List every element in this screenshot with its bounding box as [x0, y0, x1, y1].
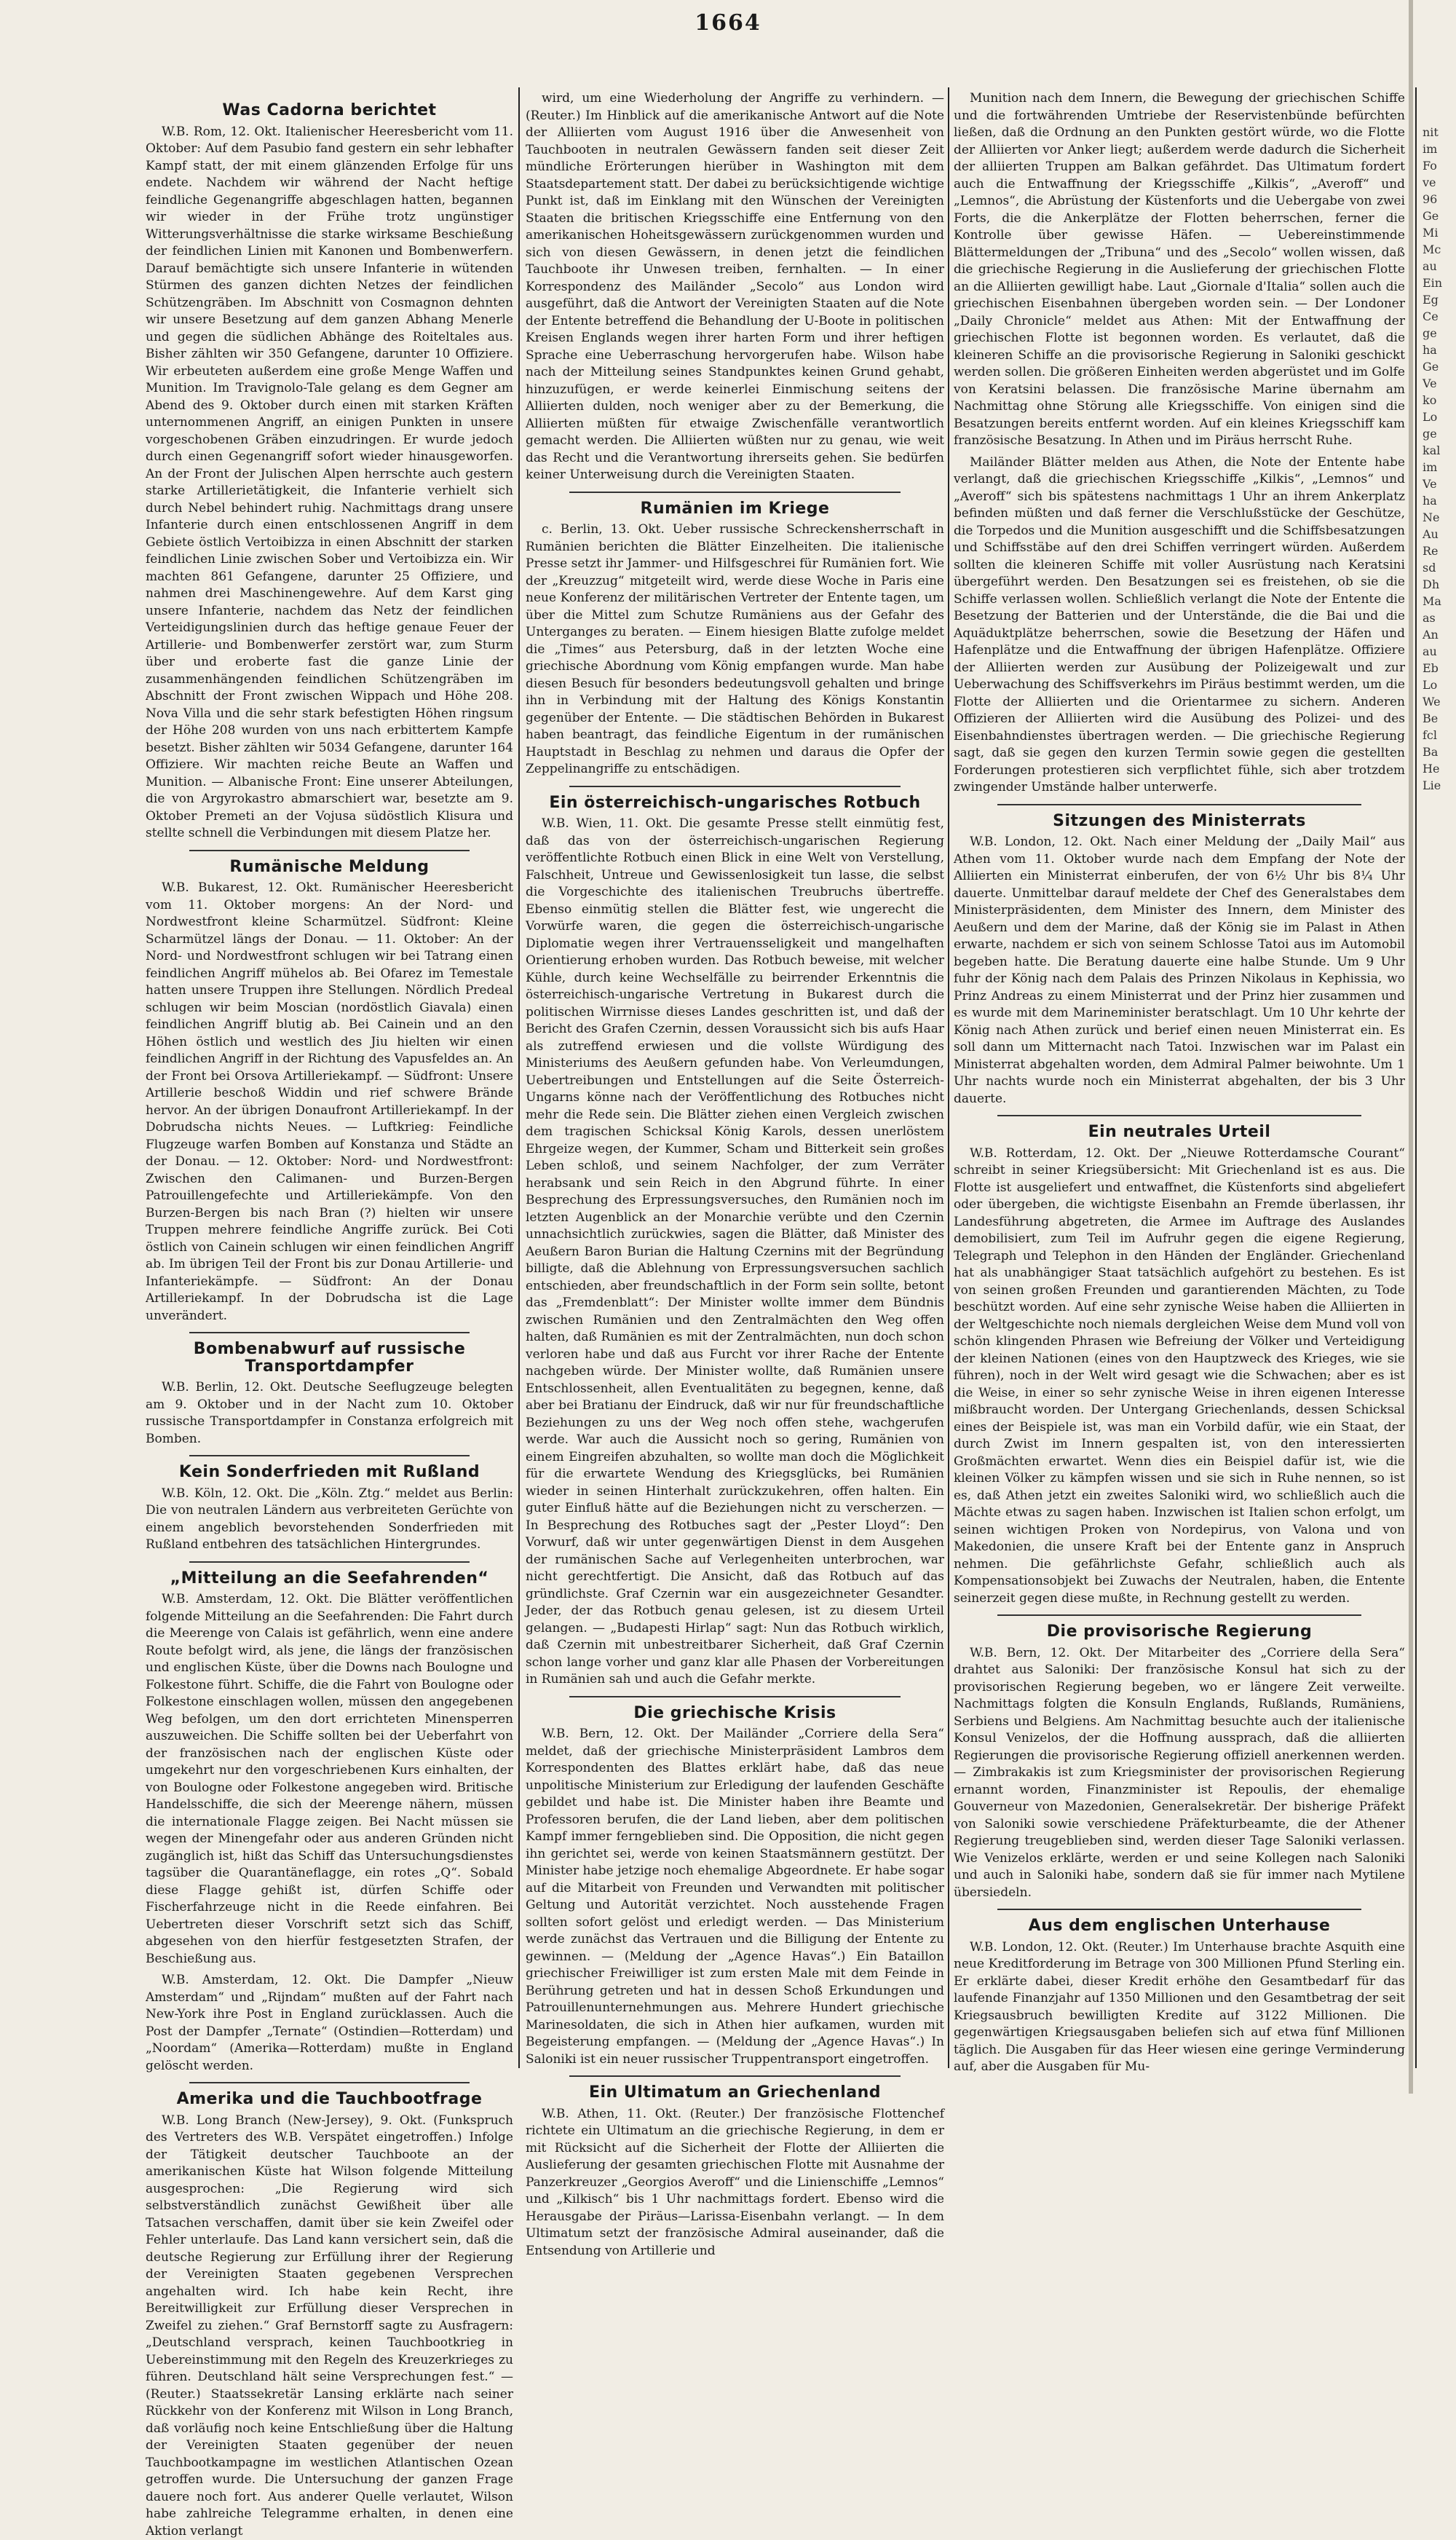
article-separator	[189, 1332, 470, 1333]
margin-fragment: He	[1423, 760, 1456, 777]
article-headline: Was Cadorna berichtet	[146, 102, 513, 119]
article	[954, 1124, 1405, 1607]
article-paragraph: W.B. Rotterdam, 12. Okt. Der „Nieuwe Rotterdamsche Courant“ schreibt in seiner Kriegsübersicht: Mit Griechenland ist es aus. Die Flotte ist ausgeliefert und entwaffnet, die Küstenforts sind abgeliefert oder übergeben, die wichtigste Eisenbahn an Fremde überlassen, ihr Landesführung abgetreten, die Armee im Auftrage des Auslandes demobilisiert, zum Teil im Aufruhr gegen die eigene Regierung, Telegraph und Telephon in den Händen der Engländer. Griechenland hat als unabhängiger Staat tatsächlich aufgehört zu bestehen. Es ist von seinen großen Freunden und garantierenden Mächten, zu Tode beschützt worden. Auf eine sehr zynische Weise haben die Alliierten in der Weltgeschichte noch niemals dergleichen Weise dem Mund voll von schön klingenden Phrasen wie Befreiung der Völker und Verteidigung der kleinen Nationen (eines von den Hauptzweck des Krieges, wie sie führen), noch in der Welt wird gesagt wie die Schwachen; aber es ist die Weise, in einer so sehr zynische Weise in ihren eigenen Interesse mißbraucht worden. Der Untergang Griechenlands, dessen Schicksal eines der Beispiele ist, was man ein Vorbild dafür, wie ein Staat, der durch Zwist im Innern gespalten ist, von den interessierten Großmächten erwartet. Wenn dies ein Beispiel dafür ist, wie die kleinen Völker zu kämpfen wissen und sie sich in Ruhe nennen, so ist es, daß Athen jetzt ein zweites Saloniki wird, wo schließlich auch die Mächte etwas zu sagen haben. Inzwischen ist Italien schon erfolgt, um seinen wichtigen Proken von Nordepirus, von Valona und von Makedonien, die unsere Kraft bei der Entente ganz in Anspruch nehmen. Die gefährlichste Gefahr, schließlich auch als Kompensationsobjekt bei Zuwachs der Neutralen, haben, die Entente seinerzeit gegen diese mußte, in Rechnung gestellt zu werden.	[954, 1145, 1405, 1608]
margin-fragment: Lie	[1423, 777, 1456, 794]
article-paragraph: W.B. Wien, 11. Okt. Die gesamte Presse stellt einmütig fest, daß das von der österreichisch-ungarischen Regierung veröffentlichte Rotbuch einen Blick in eine Welt von Verstellung, Falschheit, Untreue und Gewissenlosigkeit tun lasse, die selbst die Vorgeschichte des italienischen Treubruchs übertreffe. Ebenso einmütig stellen die Blätter fest, wie ungerecht die Vorwürfe waren, die gegen die österreichisch-ungarische Diplomatie wegen ihrer Vertrauensseligkeit und mangelhaften Orientierung erhoben wurden. Das Rotbuch beweise, mit welcher Kühle, durch keine Wechselfälle zu beirrender Erkenntnis die österreichisch-ungarische Vertretung in Bukarest durch die politischen Wirrnisse dieses Landes geschritten ist, und daß der Bericht des Grafen Czernin, dessen Voraussicht sich bis aufs Haar als zutreffend erwiesen und die vollste Würdigung des Ministeriums des Aeußern gefunden habe. Von Verleumdungen, Uebertreibungen und Entstellungen auf die Seite Österreich-Ungarns könne nach der Veröffentlichung des Rotbuches nicht mehr die Rede sein. Die Blätter ziehen einen Vergleich zwischen dem tragischen Schicksal König Karols, dessen unerlöstem Ehrgeize wegen, der Kummer, Scham und Bitterkeit sein großes Leben schloß, und seinem Nachfolger, der zum Verräter herabsank und sein Reich in den Abgrund führte. In einer Besprechung des Erpressungsversuches, den Rumänien noch im letzten Augenblick an der Monarchie verübte und den Czernin unnachsichtlich zurückwies, sagen die Blätter, daß Minister des Aeußern Baron Burian die Haltung Czernins mit der Begründung billigte, daß die Ablehnung von Erpressungsversuchen sachlich entschieden, aber freundschaftlich in der Form sein sollte, betont das „Fremdenblatt“: Der Minister wollte immer dem Bündnis zwischen Rumänien und den Zentralmächten den Weg offen halten, daß Rumänien es mit der Zentralmächten, nun doch schon verloren habe und daß aus Furcht vor ihrer Rache der Entente nachgeben würde. Der Minister wollte, daß Rumänien unsere Entschlossenheit, allen Eventualitäten zu begegnen, kenne, daß aber bei Bratianu der Eindruck, daß wir nur für freundschaftliche Beziehungen zu uns der Weg noch offen stehe, wachgerufen werde. War auch die Aussicht noch so gering, Rumänien von einem Eingreifen abzuhalten, so wollte man doch die Möglichkeit für die erwartete Wendung des Kriegsglücks, bei Rumänien wieder in seinen Hinterhalt zurückzukehren, offen halten. Ein guter Einfluß hätte auf die Beziehungen nicht zu verscherzen. — In Besprechung des Rotbuches sagt der „Pester Lloyd“: Den Vorwurf, daß wir unter gegenwärtigen Dienst in dem Ausgehen der rumänischen Sache auf Verlegenheiten unterbrochen, war nicht gerechtfertigt. Die Ansicht, daß das Rotbuch auf das gründlichste. Graf Czernin war ein ausgezeichneter Gesandter. Jeder, der das Rotbuch genau gelesen, ist zu diesem Urteil gelangen. — „Budapesti Hirlap“ sagt: Nun das Rotbuch wirklich, daß Czernin mit unbestreitbarer Sicherheit, daß Graf Czernin schon lange vorher und ganz klar alle Phasen der Vorbereitungen in Rumänien sah und auch die Gefahr merkte.	[526, 816, 944, 1689]
margin-fragment: We	[1423, 693, 1456, 710]
margin-fragment: Mc	[1423, 241, 1456, 258]
article-headline: Rumänien im Kriege	[526, 500, 944, 518]
article-separator	[189, 850, 470, 851]
article-separator	[997, 804, 1361, 805]
article-headline: Rumänische Meldung	[146, 859, 513, 876]
margin-fragment: Ma	[1423, 593, 1456, 610]
article	[526, 794, 944, 1689]
article-headline: Aus dem englischen Unterhause	[954, 1917, 1405, 1935]
article-separator	[569, 492, 901, 493]
article	[954, 90, 1405, 797]
margin-fragment: Eg	[1423, 291, 1456, 308]
article	[526, 2084, 944, 2260]
margin-fragment: ge	[1423, 325, 1456, 342]
article-separator	[189, 1455, 470, 1456]
article-headline: Sitzungen des Ministerrats	[954, 813, 1405, 830]
article	[526, 1705, 944, 2069]
margin-fragment: Be	[1423, 710, 1456, 727]
article-headline: Ein neutrales Urteil	[954, 1124, 1405, 1141]
article-separator	[997, 1614, 1361, 1616]
margin-fragment: Ne	[1423, 509, 1456, 526]
article-paragraph: W.B. Rom, 12. Okt. Italienischer Heeresbericht vom 11. Oktober: Auf dem Pasubio fand gestern ein sehr lebhafter Kampf statt, der mit einem glänzenden Erfolge für uns endete. Nachdem wir während der Nacht heftige feindliche Gegenangriffe abgeschlagen hatten, begannen wir wieder in der Frühe trotz ungünstiger Witterungsverhältnisse die starke wirksame Beschießung der feindlichen Linien mit Kanonen und Bombenwerfern. Darauf bemächtigte sich unsere Infanterie in wütenden Stürmen des ganzen dichten Netzes der feindlichen Schützengräben. Im Abschnitt von Cosmagnon dehnten wir unsere Besetzung auf dem ganzen Abhang Menerle und gegen die südlichen Abhänge des Roiteltales aus. Bisher zählten wir 350 Gefangene, darunter 10 Offiziere. Wir erbeuteten außerdem eine große Menge Waffen und Munition. Im Travignolo-Tale gelang es dem Gegner am Abend des 9. Oktober durch einen mit starken Kräften unternommenen Angriff, an einigen Punkten in unsere vorgeschobenen Gräben einzudringen. Er wurde jedoch durch einen Gegenangriff sofort wieder hinausgeworfen. An der Front der Julischen Alpen herrschte auch gestern starke Artillerietätigkeit, die Infanterie verhielt sich durch Nebel behindert ruhig. Nachmittags drang unsere Infanterie durch einen entschlossenen Angriff in dem Gebiete östlich Vertoibizza in einen Abschnitt der starken feindlichen Linie zwischen Sober und Vertoibizza ein. Wir machten 861 Gefangene, darunter 25 Offiziere, und nahmen drei Maschinengewehre. Auf dem Karst ging unsere Infanterie, nachdem das Netz der feindlichen Verteidigungslinien durch das heftige genaue Feuer der Artillerie- und Bombenwerfer zerstört war, zum Sturm über und eroberte fast die ganze Linie der zusammenhängenden feindlichen Schützengräben im Abschnitt der Front zwischen Wippach und Höhe 208. Nova Villa und die sehr stark befestigten Höhen ringsum der Höhe 208 wurden von uns nach erbittertem Kampfe besetzt. Bisher zählten wir 5034 Gefangene, darunter 164 Offiziere. Wir machten reiche Beute an Waffen und Munition. — Albanische Front: Eine unserer Abteilungen, die von Argyrokastro abmarschiert war, besetzte am 9. Oktober Premeti an der Vojusa südöstlich Klisura und stellte schnell die Verbindungen mit diesem Platze her.	[146, 124, 513, 843]
margin-fragment: au	[1423, 258, 1456, 275]
article-separator	[189, 2082, 470, 2083]
margin-fragment: Ve	[1423, 476, 1456, 492]
column-1	[146, 95, 513, 2061]
margin-fragment: Ge	[1423, 358, 1456, 375]
article	[146, 2091, 513, 2540]
margin-fragment: ha	[1423, 492, 1456, 509]
margin-fragment: sd	[1423, 559, 1456, 576]
margin-fragment: fcl	[1423, 727, 1456, 744]
article-paragraph: Mailänder Blätter melden aus Athen, die Note der Entente habe verlangt, daß die griechischen Kriegsschiffe „Kilkis“, „Lemnos“ und „Averoff“ sich bis spätestens nachmittags 1 Uhr an ihrem Ankerplatz befinden müßten und daß ferner die Verschlußstücke der Geschütze, die Torpedos und die Munition ausgeschifft und die Schiffsbesatzungen und Schiffsstäbe auf den drei Schiffen verringert würden. Außerdem sollten die kleineren Schiffe mit voller Ausrüstung nach Keratsini übergeführt werden. Den Besatzungen sei es freistehen, ob sie die Schiffe verlassen wollen. Schließlich verlangt die Note der Entente die Besetzung der Batterien und der Unterstände, die die Bai und die Aquäduktplätze beherrschen, sowie die Besetzung der Häfen und Hafenplätze und die Entwaffnung der übrigen Hafenplätze. Offiziere der Alliierten werden zur Ausübung der Polizeigewalt und zur Ueberwachung des Schiffsverkehrs im Piräus bestimmt werden, um die Flotte der Alliierten und die Orientarmee zu sichern. Anderen Offizieren der Alliierten wird die Ausübung des Polizei- und des Eisenbahndienstes übertragen werden. — Die griechische Regierung sagt, daß sie gegen den kurzen Termin sowie gegen die gestellten Forderungen protestieren sich verpflichtet fühle, sich aber trotzdem zwingender Umstände halber unterwerfe.	[954, 454, 1405, 797]
article	[146, 1341, 513, 1448]
article-paragraph: W.B. Long Branch (New-Jersey), 9. Okt. (Funkspruch des Vertreters des W.B. Verspätet eingetroffen.) Infolge der Tätigkeit deutscher Tauchboote an der amerikanischen Küste hat Wilson folgende Mitteilung ausgesprochen: „Die Regierung wird sich selbstverständlich zunächst Gewißheit über alle Tatsachen verschaffen, damit über sie kein Zweifel oder Fehler unterlaufe. Das Land kann versichert sein, daß die deutsche Regierung zur Erfüllung ihrer der Regierung der Vereinigten Staaten gegebenen Versprechen angehalten wird. Ich habe kein Recht, ihre Bereitwilligkeit zur Erfüllung dieser Versprechen in Zweifel zu ziehen.“ Graf Bernstorff sagte zu Ausfragern: „Deutschland versprach, keinen Tauchbootkrieg in Uebereinstimmung mit den Regeln des Kreuzerkrieges zu führen. Deutschland hält seine Versprechungen fest.“ — (Reuter.) Staatssekretär Lansing erklärte nach seiner Rückkehr von der Konferenz mit Wilson in Long Branch, daß vorläufig noch keine Entschließung über die Haltung der Vereinigten Staaten gegenüber der neuen Tauchbootkampagne im westlichen Atlantischen Ozean getroffen wurde. Die Untersuchung der ganzen Frage dauere noch fort. Aus anderer Quelle verlautet, Wilson habe zahlreiche Telegramme erhalten, in denen eine Aktion verlangt	[146, 2113, 513, 2540]
article-paragraph: W.B. Köln, 12. Okt. Die „Köln. Ztg.“ meldet aus Berlin: Die von neutralen Ländern aus verbreiteten Gerüchte von einem angeblich bevorstehenden Sonderfrieden mit Rußland entbehren des tatsächlichen Hintergrundes.	[146, 1486, 513, 1554]
margin-fragment: Lo	[1423, 677, 1456, 693]
article-headline: Die griechische Krisis	[526, 1705, 944, 1722]
article	[146, 1464, 513, 1554]
article-paragraph: W.B. London, 12. Okt. (Reuter.) Im Unterhause brachte Asquith eine neue Kreditforderung im Betrage von 300 Millionen Pfund Sterling ein. Er erklärte dabei, dieser Kredit erhöhe den Gesamtbedarf für das laufende Finanzjahr auf 1350 Millionen und den Gesamtbetrag der seit Kriegsausbruch bewilligten Kredite auf 3122 Millionen. Die gegenwärtigen Kriegsausgaben beliefen sich auf etwa fünf Millionen täglich. Die Ausgaben für das Heer wiesen eine geringe Verminderung auf, aber die Ausgaben für Mu-	[954, 1939, 1405, 2076]
margin-fragment: ge	[1423, 425, 1456, 442]
article-paragraph: W.B. Bukarest, 12. Okt. Rumänischer Heeresbericht vom 11. Oktober morgens: An der Nord- und Nordwestfront kleine Scharmützel. Südfront: Kleine Scharmützel längs der Donau. — 11. Oktober: An der Nord- und Nordwestfront schlugen wir bei Tatrang einen feindlichen Angriff mühelos ab. Bei Ofarez im Temestale hatten unsere Truppen ihre Stellungen. Nördlich Predeal schlugen wir beim Moscian (nordöstlich Giavala) einen feindlichen Angriff blutig ab. Bei Cainein und an den Höhen östlich und westlich des Jiu hielten wir einen feindlichen Angriff in der Richtung des Vapusfeldes an. An der Front bei Orsova Artilleriekampf. — Südfront: Unsere Artillerie beschoß Widdin und rief schwere Brände hervor. An der übrigen Donaufront Artilleriekampf. In der Dobrudscha nichts Neues. — Luftkrieg: Feindliche Flugzeuge warfen Bomben auf Konstanza und Städte an der Donau. — 12. Oktober: Nord- und Nordwestfront: Zwischen den Calimanen- und Burzen-Bergen Patrouillengefechte und Artilleriekämpfe. Von den Burzen-Bergen bis nach Bran (?) hielten wir unsere Truppen mehrere feindliche Angriffe zurück. Bei Coti östlich von Cainein schlugen wir einen feindlichen Angriff ab. Im übrigen Teil der Front bis zur Donau Artillerie- und Infanteriekämpfe. — Südfront: An der Donau Artilleriekampf. In der Dobrudscha ist die Lage unverändert.	[146, 880, 513, 1325]
margin-fragment: nit	[1423, 124, 1456, 141]
margin-fragment: Dh	[1423, 576, 1456, 593]
article	[146, 859, 513, 1325]
margin-fragment: Au	[1423, 526, 1456, 543]
margin-fragment: Ba	[1423, 744, 1456, 760]
page-number: 1664	[684, 10, 772, 36]
article-paragraph: W.B. Berlin, 12. Okt. Deutsche Seeflugzeuge belegten am 9. Oktober und in der Nacht zum 10. Oktober russische Transportdampfer in Constanza erfolgreich mit Bomben.	[146, 1379, 513, 1448]
article-separator	[997, 1115, 1361, 1116]
column-rule	[1415, 87, 1417, 2068]
article	[954, 1917, 1405, 2076]
article-paragraph: W.B. Amsterdam, 12. Okt. Die Dampfer „Nieuw Amsterdam“ und „Rijndam“ mußten auf der Fahrt nach New-York ihre Post in England zurücklassen. Auch die Post der Dampfer „Ternate“ (Ostindien—Rotterdam) und „Noordam“ (Amerika—Rotterdam) mußte in England gelöscht werden.	[146, 1972, 513, 2075]
margin-fragment: Lo	[1423, 409, 1456, 425]
article	[526, 90, 944, 484]
article-paragraph: W.B. Bern, 12. Okt. Der Mailänder „Corriere della Sera“ meldet, daß der griechische Ministerpräsident Lambros dem Korrespondenten des Blattes erklärt habe, daß das neue unpolitische Ministerium zur Erledigung der laufenden Geschäfte gebildet und habe ist. Die Minister haben ihre Beamte und Professoren berufen, die der Land lieben, aber dem politischen Kampf immer ferngeblieben sind. Die Opposition, die nicht gegen ihn gerichtet sei, werde von keinen Staatsmännern gestützt. Der Minister habe jetzige noch ehemalige Abgeordnete. Er habe sogar auf die Mitarbeit von Freunden und Verwandten mit politischer Geltung und Autorität verzichtet. Noch ausstehende Fragen sollten sofort gelöst und erledigt werden. — Das Ministerium werde zunächst das Vertrauen und die Billigung der Entente zu gewinnen. — (Meldung der „Agence Havas“.) Ein Bataillon griechischer Freiwilliger ist zum ersten Male mit dem Feinde in Berührung getreten und hat in dessen Schoß Erkundungen und Patrouillenunternehmungen aus. Mehrere Hundert griechische Marinesoldaten, die sich in Athen hier aufkamen, wurden mit Begeisterung empfangen. — (Meldung der „Agence Havas“.) In Saloniki ist ein neuer russischer Truppentransport eingetroffen.	[526, 1726, 944, 2068]
margin-fragment: kal	[1423, 442, 1456, 459]
margin-fragment: An	[1423, 626, 1456, 643]
article-headline: Amerika und die Tauchbootfrage	[146, 2091, 513, 2108]
article	[954, 1623, 1405, 1901]
article-paragraph: c. Berlin, 13. Okt. Ueber russische Schreckensherrschaft in Rumänien berichten die Blätter Einzelheiten. Die italienische Presse setzt ihr Jammer- und Hilfsgeschrei für Rumänien fort. Wie der „Kreuzzug“ mitgeteilt wird, werde diese Woche in Paris eine neue Konferenz der militärischen Vertreter der Entente tagen, um über die Mittel zum Schutze Rumäniens aus der Gefahr des Unterganges zu beraten. — Einem hiesigen Blatte zufolge meldet die „Times“ aus Petersburg, daß in der letzten Woche eine griechische Abordnung vom König empfangen wurde. Man habe diesen Besuch für besonders bedeutungsvoll gehalten und bringe ihn in Verbindung mit der Haltung des Königs Konstantin gegenüber der Entente. — Die städtischen Behörden in Bukarest haben beantragt, das feindliche Eigentum in der rumänischen Hauptstadt in Beschlag zu nehmen und daraus die Opfer der Zeppelinangriffe zu entschädigen.	[526, 521, 944, 778]
article	[146, 102, 513, 843]
margin-fragment: Mi	[1423, 224, 1456, 241]
article-headline: „Mitteilung an die Seefahrenden“	[146, 1570, 513, 1588]
article-separator	[189, 1561, 470, 1563]
column-rule	[518, 87, 520, 2068]
margin-fragment: Eb	[1423, 660, 1456, 677]
article	[146, 1570, 513, 2075]
margin-fragment: im	[1423, 141, 1456, 157]
margin-fragment: au	[1423, 643, 1456, 660]
margin-fragment: Ce	[1423, 308, 1456, 325]
article-headline: Ein Ultimatum an Griechenland	[526, 2084, 944, 2102]
article-paragraph: Munition nach dem Innern, die Bewegung der griechischen Schiffe und die fortwährenden Umtriebe der Reservistenbünde befürchten ließen, daß die Ordnung an den Punkten gestört würde, wo die Flotte der Alliierten vor Anker liegt; außerdem werde dadurch die Sicherheit der alliierten Truppen am Balkan gefährdet. Das Ultimatum fordert auch die Entwaffnung der Kriegsschiffe „Kilkis“, „Averoff“ und „Lemnos“, die Abrüstung der Küstenforts und die Uebergabe von zwei Forts, die die Ankerplätze der Flotten beherrschen, ferner die Kontrolle über gewisse Häfen. — Uebereinstimmende Blättermeldungen der „Tribuna“ und des „Secolo“ wollen wissen, daß die griechische Regierung in die Auslieferung der griechischen Flotte an die Alliierten gewilligt habe. Laut „Giornale d'Italia“ sollen auch die griechischen Eisenbahnen übergeben worden sein. — Der Londoner „Daily Chronicle“ meldet aus Athen: Mit der Entwaffnung der griechischen Flotte ist begonnen worden. Es verlautet, daß die kleineren Schiffe an die provisorische Regierung in Saloniki geschickt werden sollen. Die größeren Einheiten werden abgerüstet und im Golfe von Keratsini belassen. Die französische Marine übernahm am Nachmittag ohne Störung alle Kriegsschiffe. Von einigen sind die Besatzungen bereits entfernt worden. Auf ein kleines Kriegsschiff kam französische Besatzung. In Athen und im Piräus herrscht Ruhe.	[954, 90, 1405, 450]
margin-fragment: ha	[1423, 342, 1456, 358]
margin-fragment: ko	[1423, 392, 1456, 409]
margin-fragment: Ge	[1423, 208, 1456, 224]
article	[526, 500, 944, 778]
article-separator	[569, 2075, 901, 2077]
article-separator	[997, 1909, 1361, 1910]
column-rule	[948, 87, 949, 2068]
margin-fragment: im	[1423, 459, 1456, 476]
margin-fragment: Fo	[1423, 157, 1456, 174]
margin-fragment: ve	[1423, 174, 1456, 191]
adjacent-page-margin	[1423, 124, 1456, 2090]
margin-fragment: Ve	[1423, 375, 1456, 392]
margin-fragment: 96	[1423, 191, 1456, 208]
page-fold	[1409, 0, 1413, 2094]
margin-fragment: Ein	[1423, 275, 1456, 291]
article-headline: Die provisorische Regierung	[954, 1623, 1405, 1641]
column-3	[954, 90, 1405, 2056]
margin-fragment: as	[1423, 610, 1456, 626]
article-paragraph: W.B. Athen, 11. Okt. (Reuter.) Der französische Flottenchef richtete ein Ultimatum an die griechische Regierung, in dem er mit Rücksicht auf die Sicherheit der Flotte der Alliierten die Auslieferung der gesamten griechischen Flotte mit Ausnahme der Panzerkreuzer „Georgios Averoff“ und die Linienschiffe „Lemnos“ und „Kilkisch“ bis 1 Uhr nachmittags fordert. Ebenso wird die Herausgabe der Piräus—Larissa-Eisenbahn verlangt. — In dem Ultimatum setzt der französische Admiral auseinander, daß die Entsendung von Artillerie und	[526, 2106, 944, 2260]
article-headline: Bombenabwurf auf russische Transportdampfer	[146, 1341, 513, 1375]
article-paragraph: W.B. Bern, 12. Okt. Der Mitarbeiter des „Corriere della Sera“ drahtet aus Saloniki: Der französische Konsul hat sich zu der provisorischen Regierung begeben, wo er längere Zeit verweilte. Nachmittags folgten die Konsuln Englands, Rußlands, Rumäniens, Serbiens und Belgiens. Am Nachmittag besuchte auch der italienische Konsul Venizelos, der die Hoffnung aussprach, daß die alliierten Regierungen die provisorische Regierung offiziell anerkennen werden. — Zimbrakakis ist zum Kriegsminister der provisorischen Regierung ernannt worden, Finanzminister ist Repoulis, der ehemalige Gouverneur von Mazedonien, Generalsekretär. Der bisherige Präfekt von Saloniki sowie verschiedene Präfekturbeamte, die der Athener Regierung treugeblieben sind, werden dieser Tage Saloniki verlassen. Wie Venizelos erklärte, werden er und seine Kollegen nach Saloniki und auch in Saloniki habe, sondern daß sie für immer nach Mytilene übersiedeln.	[954, 1645, 1405, 1902]
article-separator	[569, 786, 901, 787]
article	[954, 813, 1405, 1108]
column-2	[526, 90, 944, 2056]
article-paragraph: wird, um eine Wiederholung der Angriffe zu verhindern. — (Reuter.) Im Hinblick auf die amerikanische Antwort auf die Note der Alliierten vom August 1916 über die Anwesenheit von Tauchbooten in neutralen Gewässern fanden seit dieser Zeit mündliche Erörterungen hierüber in Washington mit dem Staatsdepartement statt. Der dabei zu berücksichtigende wichtige Punkt ist, daß im Einklang mit den Wünschen der Vereinigten Staaten die britischen Kriegsschiffe eine Entfernung von den amerikanischen Hoheitsgewässern zurückgenommen wurden und sich von diesen Gewässern, in denen jetzt die feindlichen Tauchboote ihr Unwesen treiben, fernhalten. — In einer Korrespondenz des Mailänder „Secolo“ aus London wird ausgeführt, daß die Antwort der Vereinigten Staaten auf die Note der Entente betreffend die Behandlung der U-Boote in politischen Kreisen Englands wegen ihrer harten Form und ihrer heftigen Sprache eine Ueberraschung hervorgerufen habe. Wilson habe nach der Mitteilung seines Standpunktes keinen Grund gehabt, hinzuzufügen, er werde keinerlei Einmischung seitens der Alliierten dulden, noch weniger aber zu der Bemerkung, die Alliierten müßten für etwaige Zwischenfälle verantwortlich gemacht werden. Die Alliierten wüßten nur zu genau, wie weit das Recht und die Verantwortung ihrerseits gehen. Sie bedürfen keiner Unterweisung durch die Vereinigten Staaten.	[526, 90, 944, 484]
article-headline: Ein österreichisch-ungarisches Rotbuch	[526, 794, 944, 812]
margin-fragment: Re	[1423, 543, 1456, 559]
article-paragraph: W.B. Amsterdam, 12. Okt. Die Blätter veröffentlichen folgende Mitteilung an die Seefahrenden: Die Fahrt durch die Meerenge von Calais ist gefährlich, wenn eine andere Route befolgt wird, als jene, die längs der französischen und englischen Küste, über die Downs nach Boulogne und Folkestone führt. Schiffe, die die Fahrt von Boulogne oder Folkestone einschlagen wollen, müssen den angegebenen Weg befolgen, um den dort errichteten Minensperren auszuweichen. Die Schiffe sollten bei der Ueberfahrt von der französischen nach der englischen Küste oder umgekehrt nur den vorgeschriebenen Kurs einhalten, der von Boulogne oder Folkestone angegeben wird. Britische Handelsschiffe, die sich der Meerenge nähern, müssen die internationale Flagge zeigen. Bei Nacht müssen sie wegen der Minengefahr oder aus anderen Gründen nicht zugänglich ist, hißt das Schiff das Untersuchungsdienstes tagsüber die Quarantäneflagge, ein rotes „Q“. Sobald diese Flagge gehißt ist, dürfen Schiffe oder Fischerfahrzeuge nicht in die Reede einfahren. Bei Uebertreten dieser Vorschrift setzt sich das Schiff, abgesehen von den hierfür festgesetzten Strafen, der Beschießung aus.	[146, 1591, 513, 1968]
article-separator	[569, 1696, 901, 1697]
article-headline: Kein Sonderfrieden mit Rußland	[146, 1464, 513, 1481]
article-paragraph: W.B. London, 12. Okt. Nach einer Meldung der „Daily Mail“ aus Athen vom 11. Oktober wurde nach dem Empfang der Note der Alliierten ein Ministerrat einberufen, der von 6½ Uhr bis 8¼ Uhr dauerte. Unmittelbar darauf meldete der Chef des Generalstabes dem Ministerpräsidenten, dem Minister des Innern, dem Minister des Aeußern und dem der Marine, daß der König sie im Palast in Athen erwarte, nachdem er sich von seinem Schlosse Tatoi aus im Automobil begeben hatte. Die Beratung dauerte eine halbe Stunde. Um 9 Uhr fuhr der König nach dem Palais des Prinzen Nikolaus in Kephissia, wo Prinz Andreas zu einem Ministerrat und der Prinz hier zusammen und es wurde mit dem Marineminister beratschlagt. Um 10 Uhr kehrte der König nach Athen zurück und berief einen neuen Ministerrat ein. Es soll dann um Mitternacht nach Tatoi. Inzwischen war im Palast ein Ministerrat abgehalten worden, dem Admiral Palmer beiwohnte. Um 1 Uhr nachts wurde noch ein Ministerrat abgehalten, der bis 3 Uhr dauerte.	[954, 834, 1405, 1108]
